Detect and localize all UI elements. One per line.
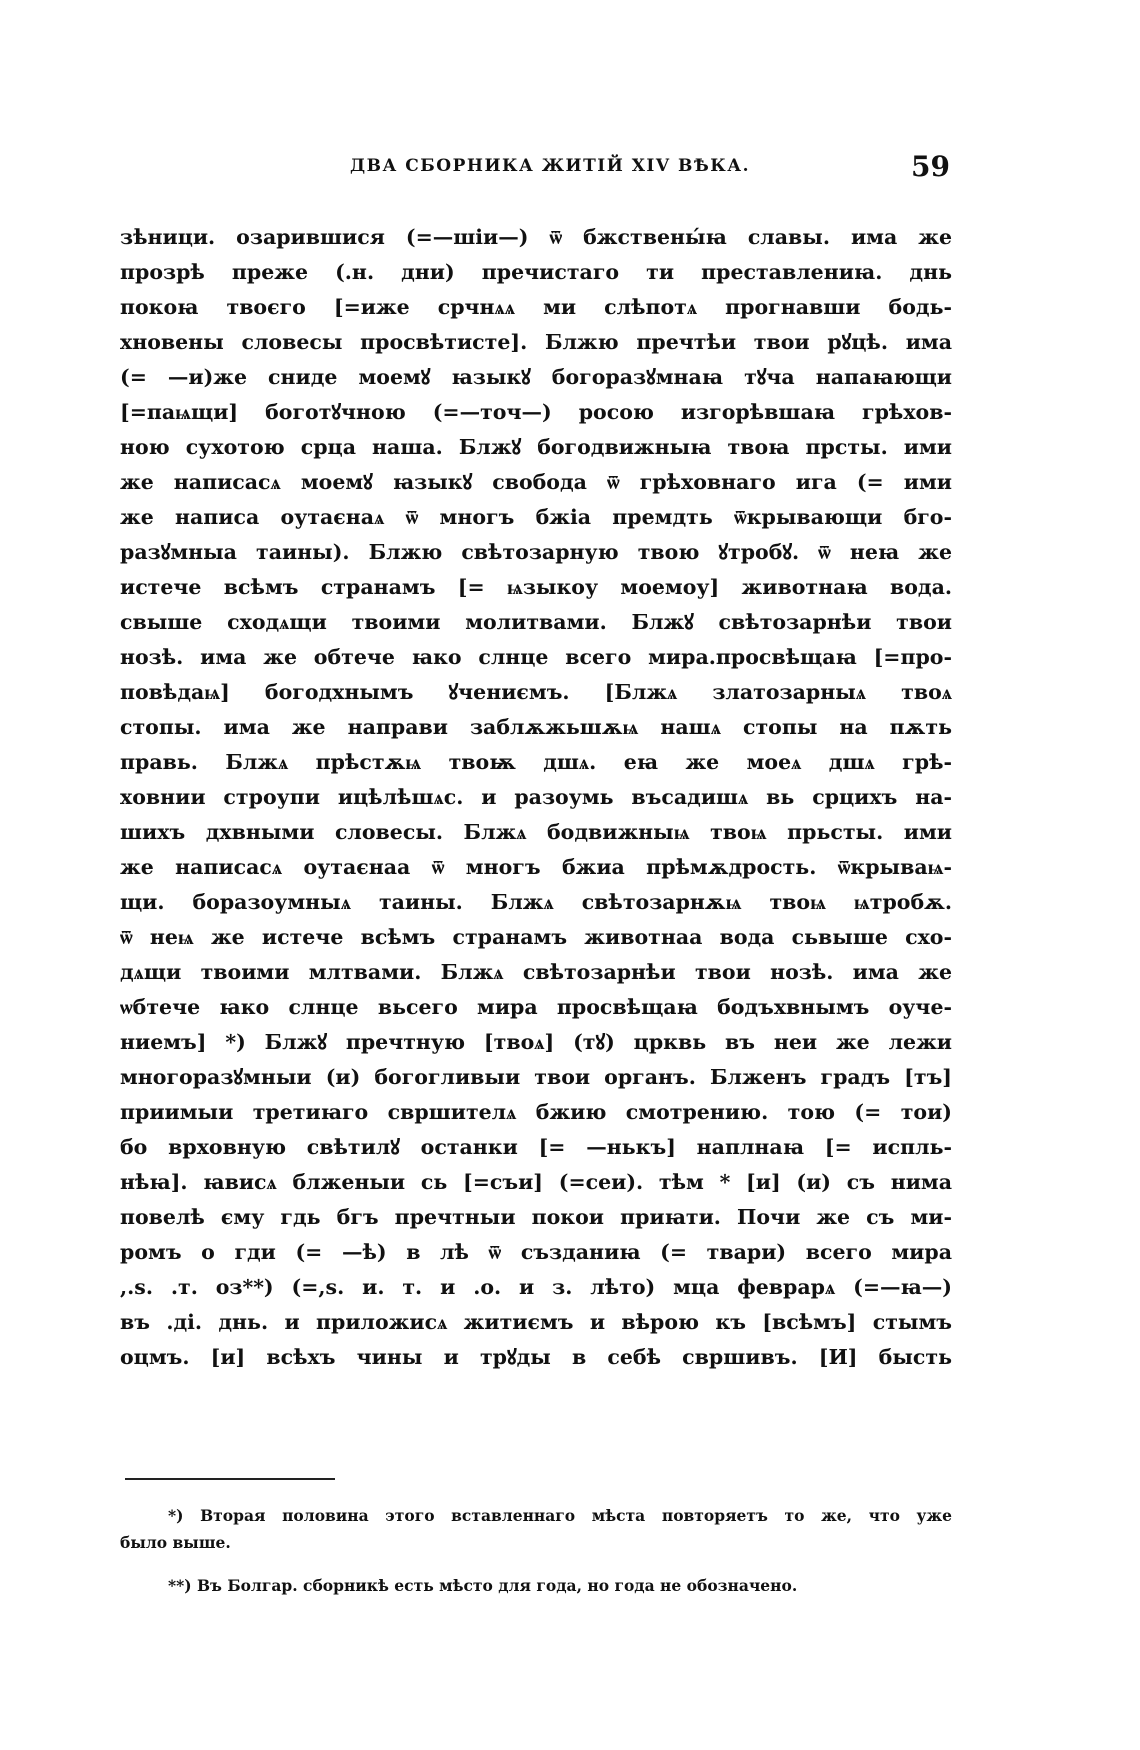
text-line: повѣдаѩ] богодхнымъ ꙋчениємъ. [Блжѧ златозарныѧ твоѧ	[120, 680, 952, 704]
footnotes	[120, 1502, 952, 1599]
footnote-1-line-2: было выше.	[120, 1533, 231, 1552]
page-number: 59	[911, 150, 950, 183]
text-line: же написасѧ моемꙋ ꙗзыкꙋ свобода ѿ грѣховнаго ига (= ими	[120, 470, 952, 494]
text-line: ниемъ] *) Блжꙋ пречтную [твоѧ] (тꙋ) црквь въ неи же лежи	[120, 1030, 952, 1054]
text-line: хновены словесы просвѣтисте]. Блжю пречтѣи твои рꙋцѣ. има	[120, 330, 952, 354]
text-line: нозѣ. има же обтече ꙗко слнце всего мира.просвѣщаꙗ [=про-	[120, 645, 952, 669]
text-line: же написа оутаєнаѧ ѿ многъ бжіа премдть ѿкрывающи бго-	[120, 505, 952, 529]
text-line: прозрѣ преже (.н. дни) пречистаго ти преставлениꙗ. днь	[120, 260, 952, 284]
text-line: правь. Блжѧ прѣстѫѩ твоѭ дшѧ. еꙗ же моеѧ дшѧ грѣ-	[120, 750, 952, 774]
text-line: ,.s. .т. оз**) (=,s. и. т. и .о. и з. лѣто) мца феврарѧ (=—ꙗ—)	[120, 1275, 952, 1299]
text-line: (= —и)же сниде моемꙋ ꙗзыкꙋ богоразꙋмнаꙗ тꙋча напаꙗющи	[120, 365, 952, 389]
text-line: бо врховную свѣтилꙋ останки [= —нькъ] наплнаꙗ [= испль-	[120, 1135, 952, 1159]
text-line: шихъ дхвными словесы. Блжѧ бодвижныѩ твоѩ прьсты. ими	[120, 820, 952, 844]
footnote-gap	[120, 1556, 952, 1572]
text-line: свыше сходѧщи твоими молитвами. Блжꙋ свѣтозарнѣи твои	[120, 610, 952, 634]
footnote-2-line-1: **) Въ Болгар. сборникѣ есть мѣсто для года, но года не обозначено.	[168, 1576, 798, 1595]
text-line: [=паѩщи] боготꙋчною (=—точ—) росою изгорѣвшаꙗ грѣхов-	[120, 400, 952, 424]
text-line: въ .ді. днь. и приложисѧ житиємъ и вѣрою къ [всѣмъ] стымъ	[120, 1310, 952, 1334]
text-line: нѣꙗ]. ꙗвисѧ блженыи сь [=съи] (=сеи). тѣм * [и] (и) съ нима	[120, 1170, 952, 1194]
running-head	[120, 150, 950, 190]
text-line: многоразꙋмныи (и) богогливыи твои органъ. Блженъ градъ [тъ]	[120, 1065, 952, 1089]
text-line: разꙋмныа таины). Блжю свѣтозарную твою ꙋтробꙋ. ѿ неꙗ же	[120, 540, 952, 564]
text-line: ною сухотою срца наша. Блжꙋ богодвижныꙗ твоꙗ прсты. ими	[120, 435, 952, 459]
text-line: ѿ неѩ же истече всѣмъ странамъ животнаа вода сьвыше схо-	[120, 925, 952, 949]
footnote-divider	[125, 1478, 335, 1480]
text-line: ѡбтече ꙗко слнце вьсего мира просвѣщаꙗ бодъхвнымъ оуче-	[120, 995, 952, 1019]
text-line: дѧщи твоими млтвами. Блжѧ свѣтозарнѣи твои нозѣ. има же	[120, 960, 952, 984]
text-line: зѣници. озарившися (=—шіи—) ѿ бжствены́ꙗ славы. има же	[120, 225, 952, 249]
footnote-1-line-1: *) Вторая половина этого вставленнаго мѣста повторяетъ то же, что уже	[168, 1506, 952, 1525]
text-line: приимыи третиꙗго свршителѧ бжию смотрению. тою (= тои)	[120, 1100, 952, 1124]
main-text	[120, 220, 952, 1375]
text-line: покоꙗ твоєго [=иже срчнѧѧ ми слѣпотѧ прогнавши бодь-	[120, 295, 952, 319]
running-title: ДВА СБОРНИКА ЖИТІЙ XIV ВѢКА.	[350, 156, 751, 176]
text-line: ромъ о гди (= —ѣ) в лѣ ѿ създаниꙗ (= твари) всего мира	[120, 1240, 952, 1264]
text-line: оцмъ. [и] всѣхъ чины и трꙋды в себѣ свршивъ. [И] бысть	[120, 1345, 952, 1369]
text-line: щи. боразоумныѧ таины. Блжѧ свѣтозарнѫѩ твоѩ ѩтробѫ.	[120, 890, 952, 914]
text-line: истече всѣмъ странамъ [= ѩзыкоу моемоу] животнаꙗ вода.	[120, 575, 952, 599]
text-line: ховнии строупи ицѣлѣшѧс. и разоумь въсадишѧ вь срцихъ на-	[120, 785, 952, 809]
text-line: повелѣ єму гдь бгъ пречтныи покои приꙗти. Почи же съ ми-	[120, 1205, 952, 1229]
text-line: стопы. има же направи заблѫжьшѫѩ нашѧ стопы на пѫть	[120, 715, 952, 739]
text-line: же написасѧ оутаєнаа ѿ многъ бжиа прѣмѫдрость. ѿкрываѩ-	[120, 855, 952, 879]
